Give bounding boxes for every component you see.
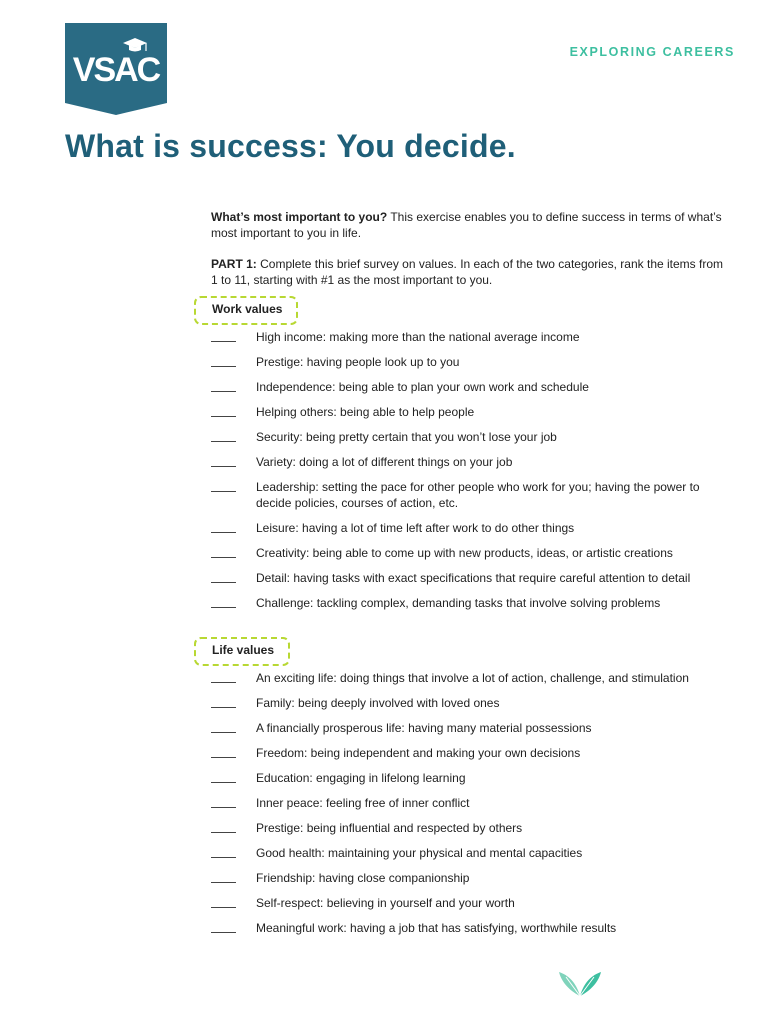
part1-lead: PART 1:	[211, 257, 257, 271]
life-value-text: Prestige: being influential and respected by others	[256, 821, 523, 835]
rank-blank[interactable]	[211, 845, 236, 858]
work-value-item	[211, 379, 731, 395]
rank-blank[interactable]	[211, 404, 236, 417]
life-value-item	[211, 920, 731, 936]
life-value-text: Meaningful work: having a job that has satisfying, worthwhile results	[256, 921, 617, 935]
life-value-item	[211, 845, 731, 861]
life-value-item	[211, 720, 731, 736]
life-value-item	[211, 870, 731, 886]
work-value-item	[211, 545, 731, 561]
life-value-text: Friendship: having close companionship	[256, 871, 470, 885]
work-value-text: Challenge: tackling complex, demanding tasks that involve solving problems	[256, 596, 661, 610]
work-values-list	[211, 329, 731, 611]
main-content	[211, 209, 731, 945]
work-value-text: High income: making more than the national average income	[256, 330, 580, 344]
rank-blank[interactable]	[211, 920, 236, 933]
work-value-item	[211, 520, 731, 536]
rank-blank[interactable]	[211, 770, 236, 783]
section-label: EXPLORING CAREERS	[569, 45, 735, 59]
work-value-text: Security: being pretty certain that you won’t lose your job	[256, 430, 557, 444]
life-value-text: Family: being deeply involved with loved ones	[256, 696, 500, 710]
intro-paragraph	[211, 209, 731, 241]
rank-blank[interactable]	[211, 545, 236, 558]
logo-text: VSAC	[72, 51, 160, 89]
work-value-item	[211, 404, 731, 420]
rank-blank[interactable]	[211, 454, 236, 467]
life-value-item	[211, 695, 731, 711]
leaf-wings-icon	[558, 966, 602, 998]
life-value-item	[211, 820, 731, 836]
rank-blank[interactable]	[211, 820, 236, 833]
page-title: What is success: You decide.	[65, 128, 516, 164]
work-value-text: Helping others: being able to help people	[256, 405, 475, 419]
work-values-heading: Work values	[194, 296, 298, 325]
rank-blank[interactable]	[211, 745, 236, 758]
life-value-text: Freedom: being independent and making your own decisions	[256, 746, 581, 760]
life-value-text: A financially prosperous life: having many material possessions	[256, 721, 592, 735]
part1-body: Complete this brief survey on values. In each of the two categories, rank the items from 1 to 11, starting with #1 as the most important to you.	[211, 257, 723, 287]
rank-blank[interactable]	[211, 329, 236, 342]
rank-blank[interactable]	[211, 379, 236, 392]
life-value-text: Inner peace: feeling free of inner conflict	[256, 796, 470, 810]
life-values-list	[211, 670, 731, 936]
work-value-text: Independence: being able to plan your own work and schedule	[256, 380, 589, 394]
work-value-item	[211, 354, 731, 370]
work-value-item	[211, 570, 731, 586]
work-value-text: Creativity: being able to come up with new products, ideas, or artistic creations	[256, 546, 673, 560]
rank-blank[interactable]	[211, 479, 236, 492]
work-value-item	[211, 454, 731, 470]
intro-lead: What’s most important to you?	[211, 210, 388, 224]
life-value-text: Self-respect: believing in yourself and your worth	[256, 896, 515, 910]
intro-body: This exercise enables you to define success in terms of what’s most important to you in life.	[211, 210, 722, 240]
life-value-item	[211, 670, 731, 686]
rank-blank[interactable]	[211, 720, 236, 733]
rank-blank[interactable]	[211, 520, 236, 533]
rank-blank[interactable]	[211, 795, 236, 808]
life-values-heading: Life values	[194, 637, 290, 666]
work-value-text: Prestige: having people look up to you	[256, 355, 460, 369]
work-value-item	[211, 329, 731, 345]
work-value-text: Leisure: having a lot of time left after work to do other things	[256, 521, 575, 535]
life-value-item	[211, 770, 731, 786]
life-value-item	[211, 745, 731, 761]
life-value-item	[211, 795, 731, 811]
rank-blank[interactable]	[211, 354, 236, 367]
work-value-item	[211, 429, 731, 445]
part1-paragraph	[211, 256, 731, 288]
rank-blank[interactable]	[211, 570, 236, 583]
rank-blank[interactable]	[211, 670, 236, 683]
rank-blank[interactable]	[211, 595, 236, 608]
work-value-item	[211, 479, 731, 511]
life-value-text: Good health: maintaining your physical and mental capacities	[256, 846, 583, 860]
rank-blank[interactable]	[211, 870, 236, 883]
work-value-item	[211, 595, 731, 611]
rank-blank[interactable]	[211, 429, 236, 442]
work-value-text: Variety: doing a lot of different things on your job	[256, 455, 513, 469]
work-value-text: Detail: having tasks with exact specifications that require careful attention to detail	[256, 571, 691, 585]
rank-blank[interactable]	[211, 895, 236, 908]
life-value-item	[211, 895, 731, 911]
work-value-text: Leadership: setting the pace for other people who work for you; having the power to decide policies, courses of action, etc.	[256, 480, 700, 510]
life-value-text: An exciting life: doing things that involve a lot of action, challenge, and stimulation	[256, 671, 689, 685]
vsac-logo	[65, 23, 167, 115]
rank-blank[interactable]	[211, 695, 236, 708]
life-value-text: Education: engaging in lifelong learning	[256, 771, 466, 785]
